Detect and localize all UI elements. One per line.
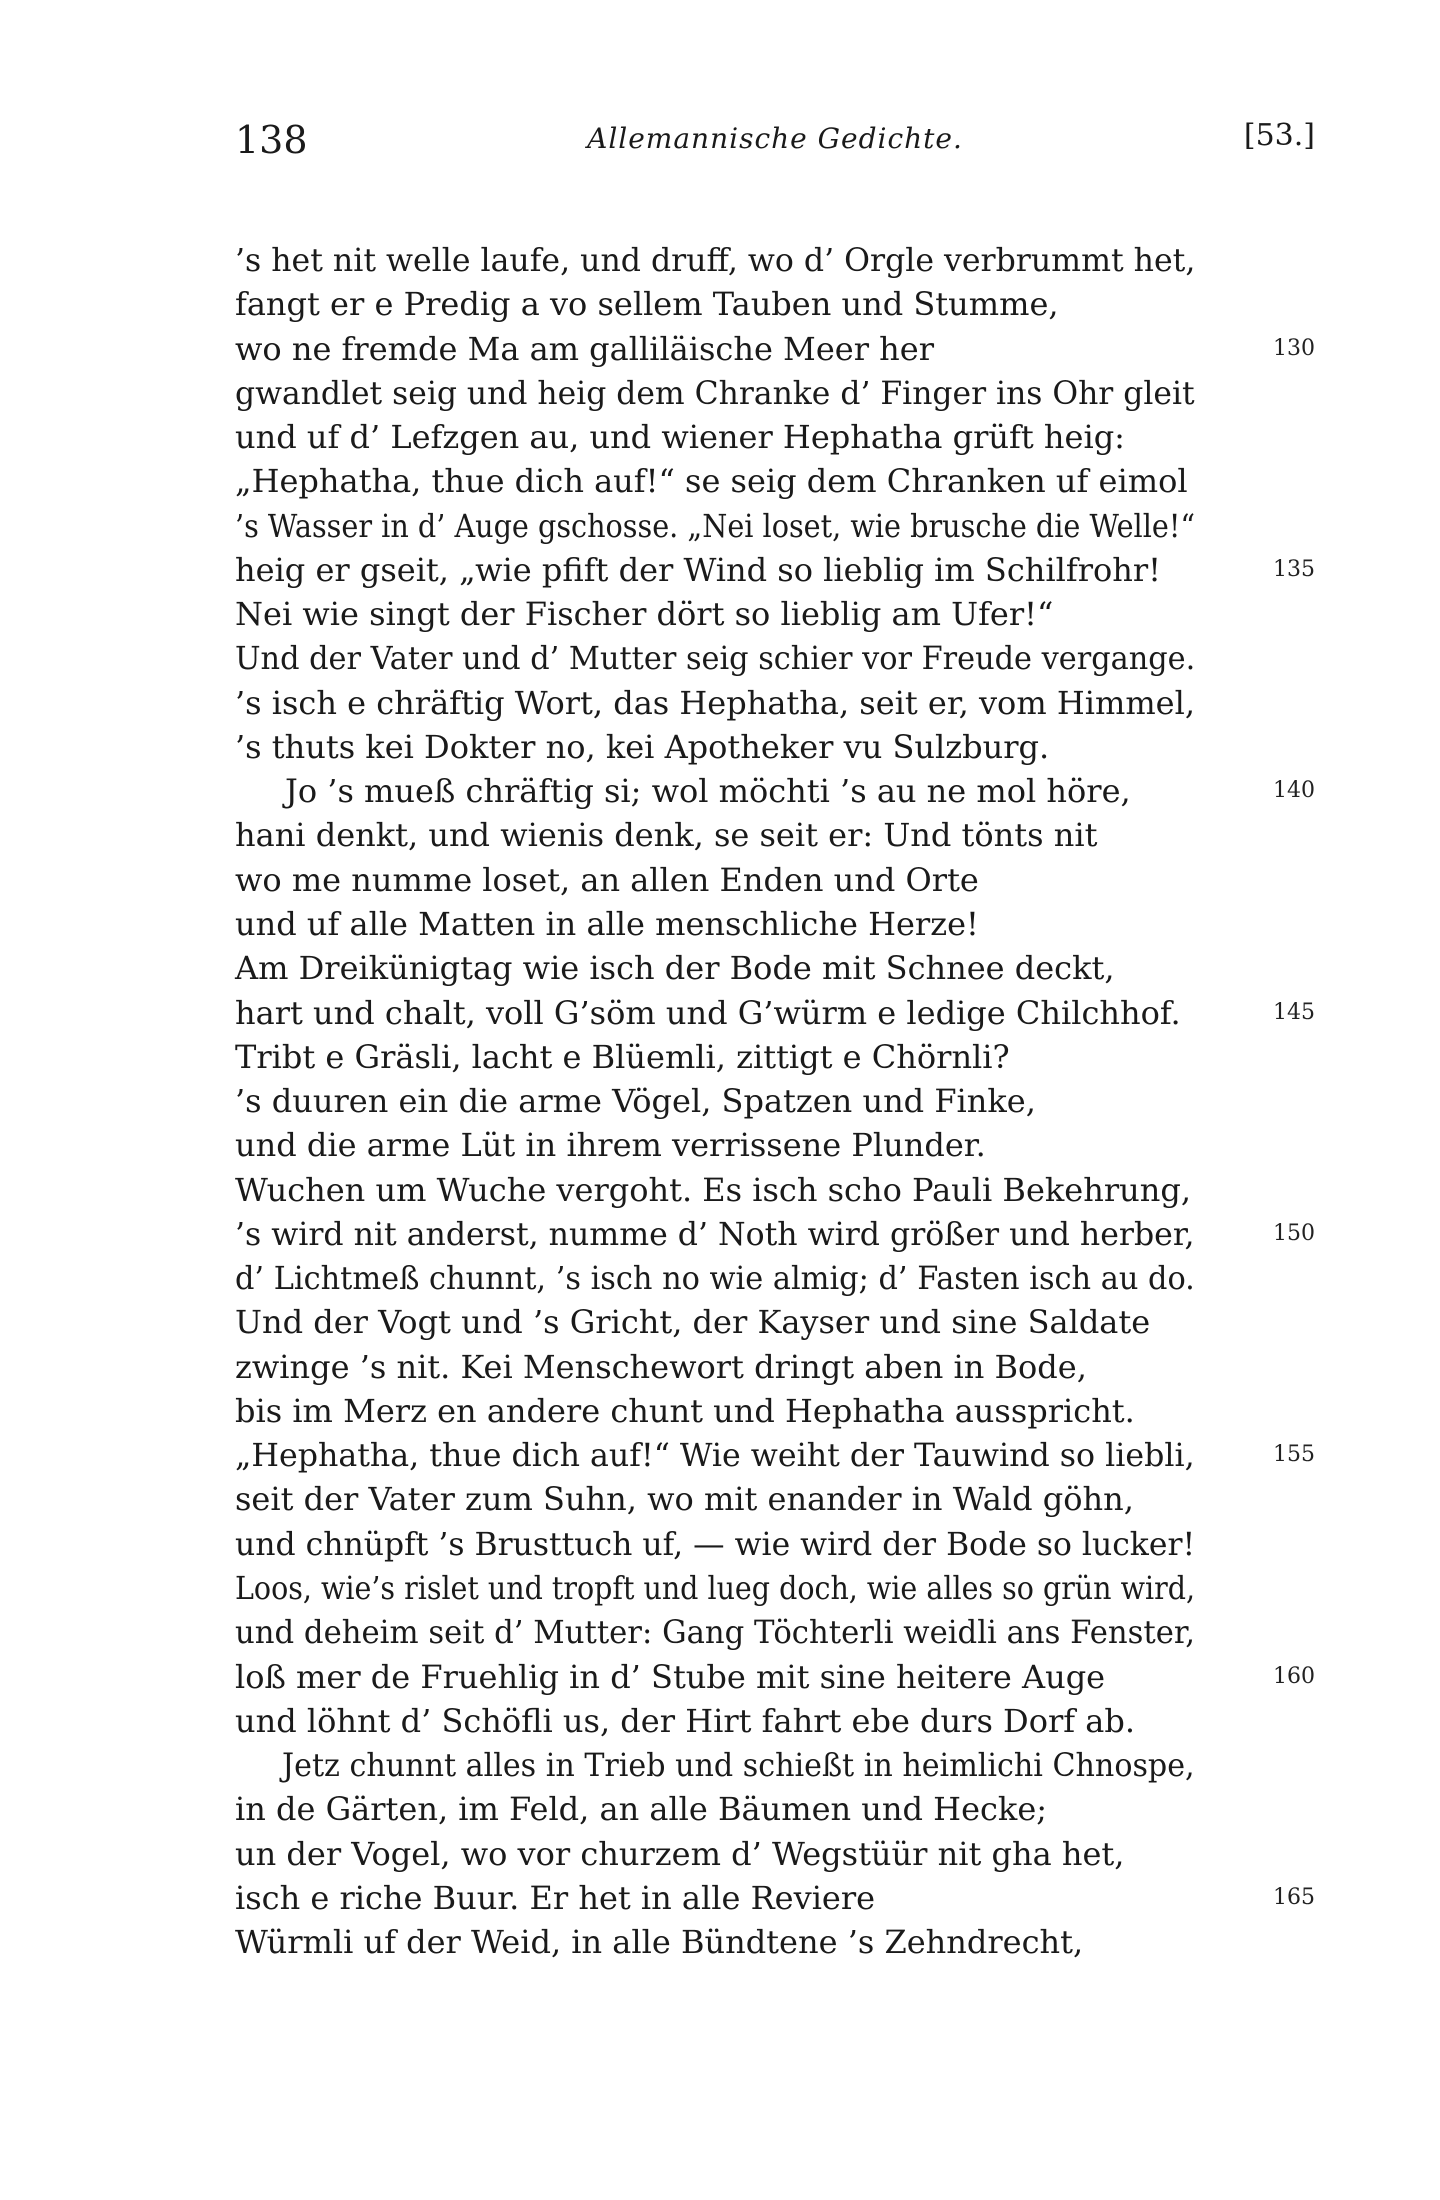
line-text: fangt er e Predig a vo sellem Tauben und Stumme, [235,285,1059,324]
line-text: Tribt e Gräsli, lacht e Blüemli, zittigt e Chörnli? [235,1037,1010,1076]
line-text: und chnüpft ’s Brusttuch uf, — wie wird der Bode so lucker! [235,1524,1196,1563]
line-text: isch e riche Buur. Er het in alle Reviere [235,1878,876,1917]
line-text: und die arme Lüt in ihrem verrissene Plunder. [235,1126,986,1165]
line-number: 145 [1273,999,1315,1025]
line-text: „Hephatha, thue dich auf!“ se seig dem Chranken uf eimol [235,462,1188,501]
line-text: ’s wird nit anderst, numme d’ Noth wird größer und herber, [235,1214,1195,1253]
poem-line [235,991,1315,1035]
line-number: 135 [1273,556,1315,582]
line-text: Und der Vogt und ’s Gricht, der Kayser und sine Saldate [235,1303,1151,1342]
poem-line [235,1787,1315,1831]
poem-line [235,725,1315,769]
line-text: un der Vogel, wo vor churzem d’ Wegstüür nit gha het, [235,1834,1125,1873]
poem-line [235,813,1315,857]
line-number: 130 [1273,335,1315,361]
poem-line [235,282,1315,326]
poem-line [235,636,1315,680]
line-text: in de Gärten, im Feld, an alle Bäumen und Hecke; [235,1790,1048,1829]
running-title: Allemannische Gedichte. [587,122,963,155]
line-text: und löhnt d’ Schöfli us, der Hirt fahrt ebe durs Dorf ab. [235,1701,1135,1740]
line-text: ’s thuts kei Dokter no, kei Apotheker vu Sulzburg. [235,727,1050,766]
signature-mark: [53.] [1243,118,1315,153]
line-text: seit der Vater zum Suhn, wo mit enander in Wald göhn, [235,1480,1134,1519]
poem-line [235,504,1315,548]
poem-line [235,1035,1315,1079]
poem-line [235,327,1315,371]
poem-line [235,1256,1315,1300]
poem-line [235,769,1315,813]
line-text: ’s isch e chräftig Wort, das Hephatha, seit er, vom Himmel, [235,683,1195,722]
line-text: und uf alle Matten in alle menschliche Herze! [235,904,979,943]
line-text: Jo ’s mueß chräftig si; wol möchti ’s au ne mol höre, [285,772,1131,811]
poem-line [235,459,1315,503]
poem-line [235,1212,1315,1256]
poem-line [235,681,1315,725]
page-number: 138 [235,118,308,162]
line-text: ’s het nit welle laufe, und druff, wo d’ Orgle verbrummt het, [235,241,1196,279]
poem-line [235,1477,1315,1521]
poem-line [235,1168,1315,1212]
poem-line [235,858,1315,902]
poem-line [235,592,1315,636]
line-text: hani denkt, und wienis denk, se seit er: Und tönts nit [235,816,1098,855]
poem-body [235,238,1315,1964]
line-number: 155 [1273,1442,1315,1468]
poem-line [235,1345,1315,1389]
poem-line [235,1566,1315,1610]
poem-line [235,1920,1315,1964]
poem-line [235,1300,1315,1344]
line-text: wo ne fremde Ma am galliläische Meer her [235,329,934,368]
poem-line [235,1079,1315,1123]
poem-line [235,1743,1315,1787]
poem-line [235,1610,1315,1654]
poem-line [235,1389,1315,1433]
line-text: und uf d’ Lefzgen au, und wiener Hephatha grüft heig: [235,418,1125,457]
line-text: Am Dreikünigtag wie isch der Bode mit Schnee deckt, [235,949,1115,988]
line-text: zwinge ’s nit. Kei Menschewort dringt aben in Bode, [235,1347,1087,1386]
page-header [235,118,1315,178]
line-text: ’s Wasser in d’ Auge gschosse. „Nei loset, wie brusche die Welle!“ [235,506,1196,545]
poem-line [235,1699,1315,1743]
poem-line [235,946,1315,990]
line-text: loß mer de Fruehlig in d’ Stube mit sine heitere Auge [235,1657,1106,1696]
poem-line [235,1123,1315,1167]
poem-line [235,548,1315,592]
line-text: heig er gseit, „wie pfift der Wind so lieblig im Schilfrohr! [235,550,1162,589]
line-text: und deheim seit d’ Mutter: Gang Töchterli weidli ans Fenster, [235,1613,1195,1652]
line-text: gwandlet seig und heig dem Chranke d’ Finger ins Ohr gleit [235,373,1195,412]
line-text: ’s duuren ein die arme Vögel, Spatzen und Finke, [235,1082,1036,1121]
line-text: d’ Lichtmeß chunnt, ’s isch no wie almig; d’ Fasten isch au do. [235,1259,1195,1298]
line-text: wo me numme loset, an allen Enden und Orte [235,860,979,899]
line-number: 165 [1273,1884,1315,1910]
line-text: hart und chalt, voll G’söm und G’würm e ledige Chilchhof. [235,993,1181,1032]
poem-line [235,415,1315,459]
line-text: „Hephatha, thue dich auf!“ Wie weiht der Tauwind so liebli, [235,1436,1195,1475]
line-number: 150 [1273,1220,1315,1246]
poem-line [235,1876,1315,1920]
poem-line [235,1433,1315,1477]
line-number: 140 [1273,778,1315,804]
line-text: Wuchen um Wuche vergoht. Es isch scho Pauli Bekehrung, [235,1170,1191,1209]
line-text: Würmli uf der Weid, in alle Bündtene ’s Zehndrecht, [235,1923,1084,1962]
poem-line [235,1832,1315,1876]
poem-line [235,371,1315,415]
line-number: 160 [1273,1663,1315,1689]
line-text: Loos, wie’s rislet und tropft und lueg doch, wie alles so grün wird, [235,1568,1196,1607]
poem-line [235,1522,1315,1566]
poem-line [235,238,1315,282]
poem-line [235,902,1315,946]
poem-line [235,1655,1315,1699]
line-text: Und der Vater und d’ Mutter seig schier vor Freude vergange. [235,639,1196,678]
line-text: bis im Merz en andere chunt und Hephatha ausspricht. [235,1391,1135,1430]
line-text: Nei wie singt der Fischer dört so lieblig am Ufer!“ [235,595,1054,634]
line-text: Jetz chunnt alles in Trieb und schießt in heimlichi Chnospe, [282,1746,1195,1785]
